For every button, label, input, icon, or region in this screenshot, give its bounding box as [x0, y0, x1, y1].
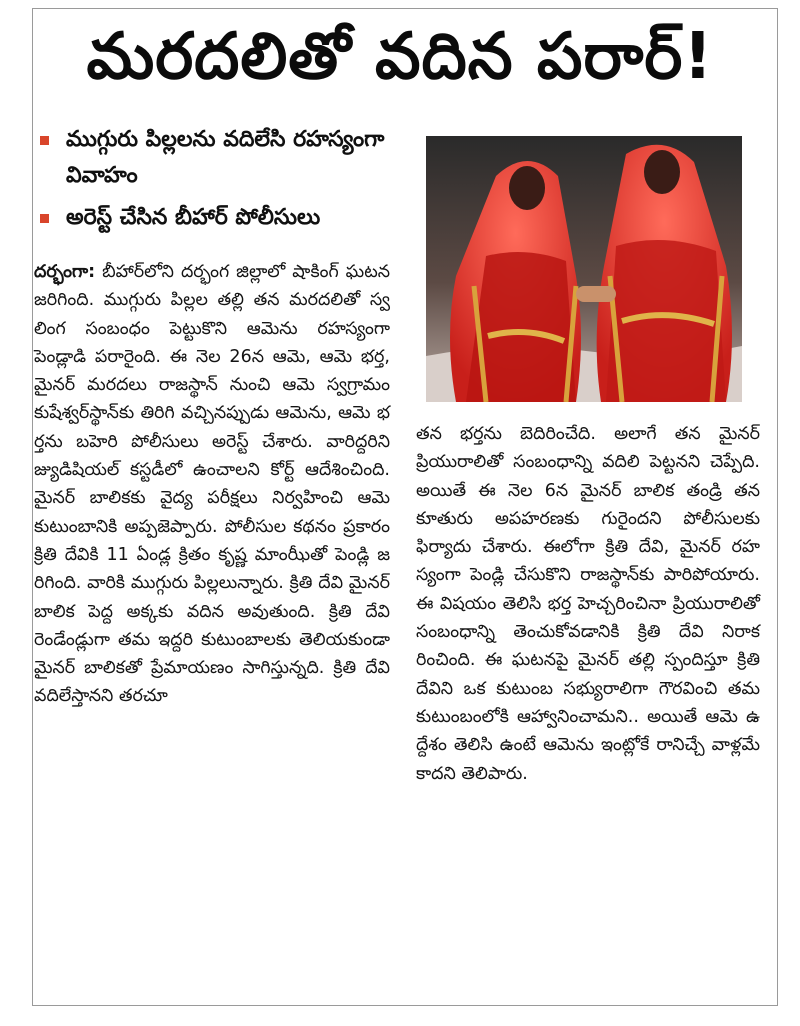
article-dateline: దర్భంగా: — [34, 262, 96, 282]
bullet-item — [38, 200, 408, 236]
bullet-list — [38, 122, 408, 236]
headline: మరదలితో వదిన పరార్! — [86, 20, 714, 94]
news-photo-brides — [426, 136, 742, 402]
bullet-item — [38, 122, 408, 194]
bullet-square-icon — [40, 214, 49, 223]
article-text-left: బీహార్‌లోని దర్భంగ జిల్లాలో షాకింగ్ ఘటన జరిగింది. ముగ్గురు పిల్లల తల్లి తన మరదలితో స్వలింగ సంబంధం పెట్టుకొని ఆమెను రహస్యంగా పెండ్లాడి పరారైంది. ఈ నెల 26న ఆమె, ఆమె భర్త, మైనర్ మరదలు రాజస్థాన్ నుంచి ఆమె స్వగ్రామం కుషేశ్వర్‌స్థాన్‌కు తిరిగి వచ్చినప్పుడు ఆమెను, ఆమె భర్తను బహెరి పోలీసులు అరెస్ట్ చేశారు. వారిద్దరిని జ్యుడిషియల్ కస్టడీలో ఉంచాలని కోర్ట్ ఆదేశించింది. మైనర్ బాలికకు వైద్య పరీక్షలు నిర్వహించి ఆమె కుటుంబానికి అప్పజెప్పారు. పోలీసుల కథనం ప్రకారం క్రితి దేవికి 11 ఏండ్ల క్రితం కృష్ణ మాంఝీతో పెండ్లి జరిగింది. వారికి ముగ్గురు పిల్లలున్నారు. క్రితి దేవి మైనర్ బాలిక పెద్ద అక్కకు వదిన అవుతుంది. క్రితి దేవి రెండేండ్లుగా తమ ఇద్దరి కుటుంబాలకు తెలియకుండా మైనర్ బాలికతో ప్రేమాయణం సాగిస్తున్నది. క్రితి దేవి వదిలేస్తానని తరచూ — [34, 262, 390, 707]
bullet-text: అరెస్ట్ చేసిన బీహార్ పోలీసులు — [66, 205, 321, 230]
bullet-text: ముగ్గురు పిల్లలను వదిలేసి రహస్యంగా వివాహం — [66, 127, 385, 188]
article-text-right: తన భర్తను బెదిరించేది. అలాగే తన మైనర్ ప్రియురాలితో సంబంధాన్ని వదిలి పెట్టనని చెప్పేది. అయితే ఈ నెల 6న మైనర్ బాలిక తండ్రి తన కూతురు అపహరణకు గురైందని పోలీసులకు ఫిర్యాదు చేశారు. ఈలోగా క్రితి దేవి, మైనర్ రహస్యంగా పెండ్లి చేసుకొని రాజస్థాన్‌కు పారిపోయారు. ఈ విషయం తెలిసి భర్త హెచ్చరించినా ప్రియురాలితో సంబంధాన్ని తెంచుకోవడానికి క్రితి దేవి నిరాకరించింది. ఈ ఘటనపై మైనర్ తల్లి స్పందిస్తూ క్రితి దేవిని ఒక కుటుంబ సభ్యురాలిగా గౌరవించి తమ కుటుంబంలోకి ఆహ్వానించామని.. అయితే ఆమె ఉద్దేశం తెలిసి ఉంటే ఆమెను ఇంట్లోకే రానిచ్చే వాళ్లమే కాదని తెలిపారు. — [416, 424, 760, 784]
article-column-left — [34, 258, 390, 711]
article-column-right — [416, 420, 760, 788]
bullet-square-icon — [40, 136, 49, 145]
